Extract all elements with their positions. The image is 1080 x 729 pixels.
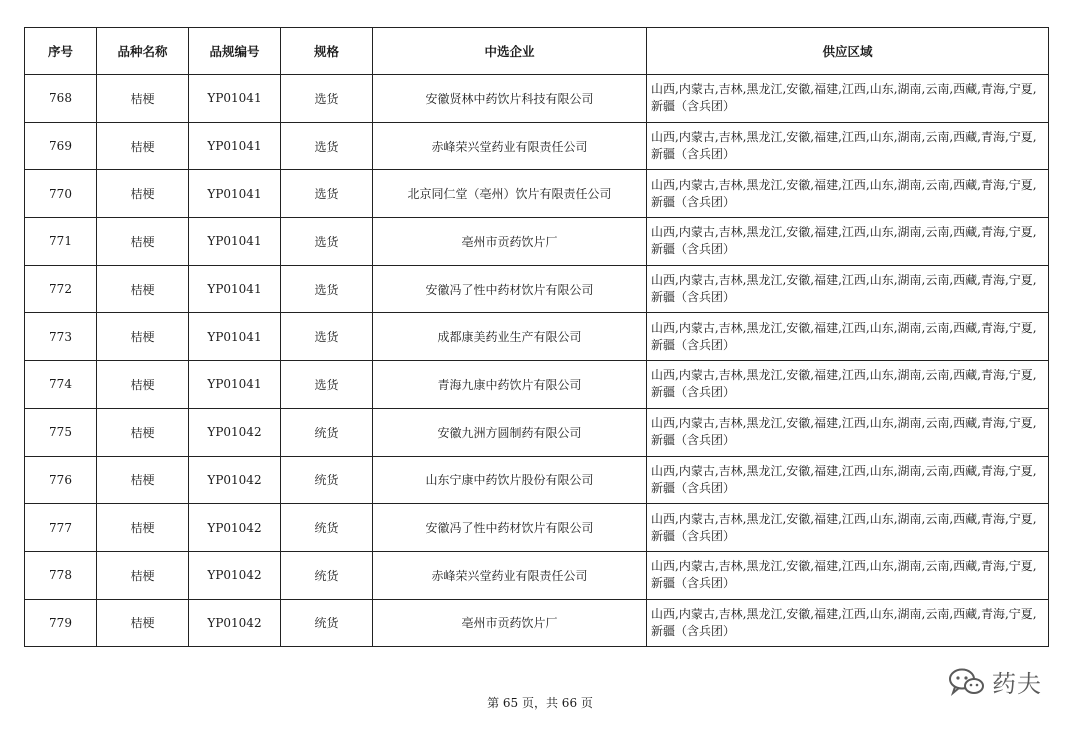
cell-spec-code: YP01041 bbox=[189, 265, 281, 313]
cell-spec: 选货 bbox=[281, 75, 373, 123]
cell-variety: 桔梗 bbox=[97, 170, 189, 218]
watermark-text: 药夫 bbox=[992, 670, 1042, 698]
table-row bbox=[25, 551, 1049, 599]
cell-spec-code: YP01042 bbox=[189, 551, 281, 599]
cell-region: 山西,内蒙古,吉林,黑龙江,安徽,福建,江西,山东,湖南,云南,西藏,青海,宁夏,新疆（含兵团） bbox=[647, 122, 1049, 170]
cell-region: 山西,内蒙古,吉林,黑龙江,安徽,福建,江西,山东,湖南,云南,西藏,青海,宁夏,新疆（含兵团） bbox=[647, 361, 1049, 409]
header-region: 供应区域 bbox=[647, 28, 1049, 75]
cell-serial: 770 bbox=[25, 170, 97, 218]
cell-region: 山西,内蒙古,吉林,黑龙江,安徽,福建,江西,山东,湖南,云南,西藏,青海,宁夏,新疆（含兵团） bbox=[647, 265, 1049, 313]
table-row bbox=[25, 361, 1049, 409]
cell-serial: 779 bbox=[25, 599, 97, 647]
cell-serial: 774 bbox=[25, 361, 97, 409]
cell-spec-code: YP01041 bbox=[189, 170, 281, 218]
cell-company: 赤峰荣兴堂药业有限责任公司 bbox=[373, 122, 647, 170]
cell-spec-code: YP01042 bbox=[189, 599, 281, 647]
cell-spec-code: YP01041 bbox=[189, 75, 281, 123]
cell-spec: 统货 bbox=[281, 408, 373, 456]
cell-region: 山西,内蒙古,吉林,黑龙江,安徽,福建,江西,山东,湖南,云南,西藏,青海,宁夏,新疆（含兵团） bbox=[647, 551, 1049, 599]
cell-company: 安徽冯了性中药材饮片有限公司 bbox=[373, 265, 647, 313]
cell-spec: 统货 bbox=[281, 599, 373, 647]
table-row bbox=[25, 265, 1049, 313]
cell-variety: 桔梗 bbox=[97, 551, 189, 599]
table-row bbox=[25, 313, 1049, 361]
cell-spec: 统货 bbox=[281, 456, 373, 504]
cell-serial: 771 bbox=[25, 218, 97, 266]
cell-region: 山西,内蒙古,吉林,黑龙江,安徽,福建,江西,山东,湖南,云南,西藏,青海,宁夏,新疆（含兵团） bbox=[647, 75, 1049, 123]
cell-spec: 选货 bbox=[281, 265, 373, 313]
cell-region: 山西,内蒙古,吉林,黑龙江,安徽,福建,江西,山东,湖南,云南,西藏,青海,宁夏,新疆（含兵团） bbox=[647, 313, 1049, 361]
wechat-icon bbox=[948, 667, 986, 697]
supplier-table bbox=[24, 27, 1049, 647]
cell-spec: 选货 bbox=[281, 122, 373, 170]
cell-variety: 桔梗 bbox=[97, 361, 189, 409]
cell-region: 山西,内蒙古,吉林,黑龙江,安徽,福建,江西,山东,湖南,云南,西藏,青海,宁夏,新疆（含兵团） bbox=[647, 504, 1049, 552]
cell-spec: 选货 bbox=[281, 218, 373, 266]
header-company: 中选企业 bbox=[373, 28, 647, 75]
cell-company: 安徽贤林中药饮片科技有限公司 bbox=[373, 75, 647, 123]
table-row bbox=[25, 122, 1049, 170]
cell-serial: 768 bbox=[25, 75, 97, 123]
cell-variety: 桔梗 bbox=[97, 218, 189, 266]
cell-spec-code: YP01041 bbox=[189, 218, 281, 266]
cell-company: 亳州市贡药饮片厂 bbox=[373, 599, 647, 647]
cell-variety: 桔梗 bbox=[97, 504, 189, 552]
cell-spec-code: YP01041 bbox=[189, 122, 281, 170]
cell-company: 青海九康中药饮片有限公司 bbox=[373, 361, 647, 409]
cell-spec-code: YP01042 bbox=[189, 504, 281, 552]
cell-company: 成都康美药业生产有限公司 bbox=[373, 313, 647, 361]
cell-serial: 776 bbox=[25, 456, 97, 504]
cell-serial: 769 bbox=[25, 122, 97, 170]
header-spec-code: 品规编号 bbox=[189, 28, 281, 75]
header-spec: 规格 bbox=[281, 28, 373, 75]
cell-spec: 选货 bbox=[281, 361, 373, 409]
page-number: 第 65 页，共 66 页 bbox=[487, 696, 593, 710]
cell-company: 赤峰荣兴堂药业有限责任公司 bbox=[373, 551, 647, 599]
cell-spec-code: YP01041 bbox=[189, 361, 281, 409]
cell-spec-code: YP01042 bbox=[189, 456, 281, 504]
cell-spec-code: YP01042 bbox=[189, 408, 281, 456]
cell-region: 山西,内蒙古,吉林,黑龙江,安徽,福建,江西,山东,湖南,云南,西藏,青海,宁夏,新疆（含兵团） bbox=[647, 170, 1049, 218]
table-row bbox=[25, 456, 1049, 504]
cell-serial: 775 bbox=[25, 408, 97, 456]
table-row bbox=[25, 75, 1049, 123]
cell-region: 山西,内蒙古,吉林,黑龙江,安徽,福建,江西,山东,湖南,云南,西藏,青海,宁夏,新疆（含兵团） bbox=[647, 456, 1049, 504]
cell-spec: 统货 bbox=[281, 551, 373, 599]
cell-company: 安徽九洲方圆制药有限公司 bbox=[373, 408, 647, 456]
cell-variety: 桔梗 bbox=[97, 75, 189, 123]
cell-variety: 桔梗 bbox=[97, 408, 189, 456]
table-row bbox=[25, 218, 1049, 266]
cell-company: 北京同仁堂（亳州）饮片有限责任公司 bbox=[373, 170, 647, 218]
cell-region: 山西,内蒙古,吉林,黑龙江,安徽,福建,江西,山东,湖南,云南,西藏,青海,宁夏,新疆（含兵团） bbox=[647, 408, 1049, 456]
cell-variety: 桔梗 bbox=[97, 313, 189, 361]
cell-serial: 778 bbox=[25, 551, 97, 599]
table-row bbox=[25, 170, 1049, 218]
cell-spec: 选货 bbox=[281, 170, 373, 218]
cell-variety: 桔梗 bbox=[97, 599, 189, 647]
cell-company: 亳州市贡药饮片厂 bbox=[373, 218, 647, 266]
cell-variety: 桔梗 bbox=[97, 265, 189, 313]
header-serial: 序号 bbox=[25, 28, 97, 75]
table-header-row bbox=[25, 28, 1049, 75]
cell-spec: 选货 bbox=[281, 313, 373, 361]
cell-serial: 777 bbox=[25, 504, 97, 552]
cell-spec-code: YP01041 bbox=[189, 313, 281, 361]
cell-company: 山东宁康中药饮片股份有限公司 bbox=[373, 456, 647, 504]
cell-company: 安徽冯了性中药材饮片有限公司 bbox=[373, 504, 647, 552]
table-body bbox=[25, 75, 1049, 647]
cell-spec: 统货 bbox=[281, 504, 373, 552]
header-variety: 品种名称 bbox=[97, 28, 189, 75]
cell-serial: 772 bbox=[25, 265, 97, 313]
table-row bbox=[25, 504, 1049, 552]
supplier-table-container bbox=[24, 27, 1048, 647]
watermark bbox=[948, 664, 1042, 699]
table-row bbox=[25, 599, 1049, 647]
cell-serial: 773 bbox=[25, 313, 97, 361]
cell-region: 山西,内蒙古,吉林,黑龙江,安徽,福建,江西,山东,湖南,云南,西藏,青海,宁夏,新疆（含兵团） bbox=[647, 599, 1049, 647]
cell-variety: 桔梗 bbox=[97, 122, 189, 170]
cell-region: 山西,内蒙古,吉林,黑龙江,安徽,福建,江西,山东,湖南,云南,西藏,青海,宁夏,新疆（含兵团） bbox=[647, 218, 1049, 266]
table-row bbox=[25, 408, 1049, 456]
cell-variety: 桔梗 bbox=[97, 456, 189, 504]
